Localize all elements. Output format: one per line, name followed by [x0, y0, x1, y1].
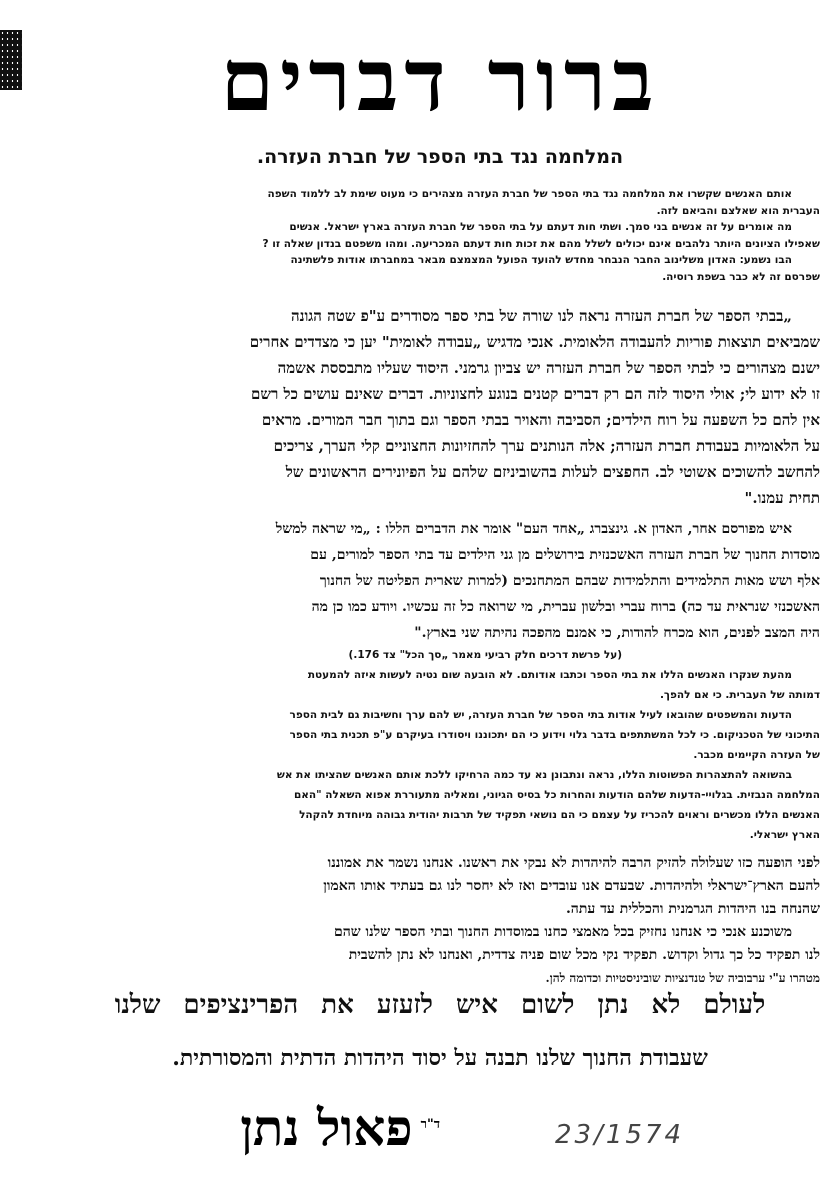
text-line: שאפילו הציונים היותר נלהבים אינם יכולים לשלל מהם את זכות חות דעתם המכריעה. ומהו משפטם בנדון שאלה זו ? — [262, 237, 820, 250]
text-line: תחית עמנו." — [744, 489, 820, 507]
citation-block — [60, 647, 820, 664]
signature-name: פאול נתן — [240, 1098, 413, 1157]
text-line: הדעות והמשפטים שהובאו לעיל אודות בתי הספר של חברת העזרה, יש להם ערך וחשיבות גם לבית הספר — [289, 709, 792, 721]
document-subtitle: המלחמה נגד בתי הספר של חברת העזרה. — [256, 146, 624, 168]
paragraph-3 — [60, 665, 820, 845]
text-line: של העזרה הקיימים מכבר. — [693, 749, 820, 761]
text-line: אותם האנשים שקשרו את המלחמה נגד בתי הספר של חברת העזרה מצהירים כי מעוט שימת לב ללמוד השפה — [267, 188, 792, 200]
text-line: האנשים הללו מכשרים וראוים להכריז על עצמם כי הם נושאי תפקיד של תרבות יהודית גבוהה מיוחדת להקהל — [299, 809, 820, 821]
text-line: הבו נשמע: האדון משלינוב החבר הנבחר מחדש להועד הפועל המצמצם מבאר במחברתו אודות פלשתינה — [290, 254, 792, 266]
text-line: ישנם מצהורים כי לבתי הספר של חברת העזרה יש צביון גרמני. היסוד שעליו מתבססת אשמה — [277, 359, 820, 377]
text-line: הארץ ישראלי. — [749, 829, 820, 841]
citation: (על פרשת דרכים חלק רביעי מאמר „סך הכל" צד 176.) — [348, 649, 622, 661]
text-line: דמותה של העברית. כי אם להפך. — [659, 689, 820, 701]
text-line: „בבתי הספר של חברת העזרה נראה לנו שורה של בתי ספר מסודרים ע"פ שטה הגונה — [290, 307, 792, 325]
text-line: איש מפורסם אחר, האדון א. גינצברג „אחד העם" אומר את הדברים הללו : „מי שראה למשל — [275, 521, 792, 537]
text-line: היה המצב לפנים, הוא מכרח להודות, כי אמנם מהפכה נהיתה שני בארץ." — [414, 625, 820, 641]
text-line: להחשב להשוכים אשוטי לב. החפצים לעלות בהשוביניזם שלהם על הפיונירים הראשונים של — [285, 463, 820, 481]
declaration-line-1: לעולם לא נתן לשום איש לזעזע את הפרינציפים שלנו — [114, 990, 766, 1020]
text-line: בהשואה להתצהרות הפשוטות הללו, נראה ונתבונן נא עד כמה הרחיקו ללכת אותם האנשים שהציתו את אש — [276, 769, 792, 781]
text-line: לנו תפקיד כל כך גדול וקדוש. תפקיד נקי מכל שום פניה צדדית, ואנחנו לא נתן להשבית — [348, 947, 820, 963]
text-line: מוסדות החנוך של חברת העזרה האשכנזית בירושלים מן גני הילדים עד בתי הספר למורים, עם — [310, 547, 820, 563]
quote-paragraph-2 — [60, 516, 820, 646]
handwritten-note: 23/1574 — [555, 1120, 685, 1150]
text-line: אין להם כל השפעה על רוח הילדים; הסביבה והאויר בבתי הספר וגם בתוך חבר המורים. מראים — [261, 411, 820, 429]
text-line: שהנחה בנו היהדות הגרמנית והכללית עד עתה. — [565, 901, 820, 917]
quote-paragraph-1 — [60, 303, 820, 511]
scan-artifact — [0, 30, 22, 90]
text-line: אלף ושש מאות התלמידים והתלמידות שבהם המתחנכים (למרות שארית הפליטה של החנוך — [319, 573, 820, 589]
declaration-line-2: שעבודת החנוך שלנו תבנה על יסוד היהדות הדתית והמסורתית. — [172, 1045, 708, 1071]
text-line: שפרסם זה לא כבר בשפת רוסיה. — [662, 270, 820, 283]
intro-paragraph — [60, 186, 820, 285]
text-line: על הלאומיות בעבודת חברת העזרה; אלה הנותנים ערך להחזיונות החצוניים קלי הערך, צריכים — [273, 437, 820, 455]
text-line: שמביאים תוצאות פוריות להעבודה הלאומית. אנכי מדגיש „עבודה לאומית" יען כי מצדדים אחרים — [249, 333, 820, 351]
document-title: ברור דברים — [220, 30, 660, 131]
paragraph-4 — [60, 852, 820, 990]
text-line: התיכוני של הטכניקום. כי לכל המשתתפים בדבר גלוי וידוע כי הם יתכוננו ויסודרו בעיקרם ע"פ תכנית בתי הספר — [289, 729, 820, 741]
text-line: מה אומרים על זה אנשים בני סמך. ושתי חות דעתם על בתי הספר של חברת העזרה בארץ ישראל. אנשים — [289, 221, 792, 233]
text-line: להעם הארץ־ישראלי ולהיהדות. שבעדם אנו עובדים ואז לא יחסר לנו גם בעתיד אותו האמון — [323, 878, 820, 894]
text-line: זו לא ידוע לי; אולי היסוד לזה הם רק דברים קטנים בנוגע לחצוניות. דברים שאינם עושים כל רשם — [250, 385, 820, 403]
text-line: המלחמה הנבזית. בגלויי-הדעות שלהם הודעות והחרות כל בסיס הגיוני, ומאליה מתעוררת אפוא השאלה "האם — [293, 789, 820, 801]
text-line: העברית הוא שאלצם והביאם לזה. — [656, 204, 820, 217]
text-line: מטהרו ע"י ערבוביה של טנדנציות שוביניסטיות וכדומה להן. — [545, 971, 820, 985]
text-line: לפני הופעה כזו שעלולה להזיק הרבה להיהדות לא נבקי את ראשנו. אנחנו נשמר את אמוננו — [327, 855, 820, 871]
signature-title: ד"ר — [420, 1117, 440, 1132]
text-line: מהעת שנקרו האנשים הללו את בתי הספר וכתבו אודותם. לא הובעה שום נטיה לעשות איזה להמעטת — [307, 669, 792, 681]
text-line: האשכנזי שנראית עד כה) ברוח עברי ובלשון עברית, מי שרואה כל זה עכשיו. ויודע כמו כן מה — [311, 599, 820, 615]
text-line: משוכנע אנכי כי אנחנו נחזיק בכל מאמצי כחנו במוסדות החנוך ובתי הספר שלנו שהם — [333, 924, 792, 940]
signature — [120, 1098, 440, 1157]
